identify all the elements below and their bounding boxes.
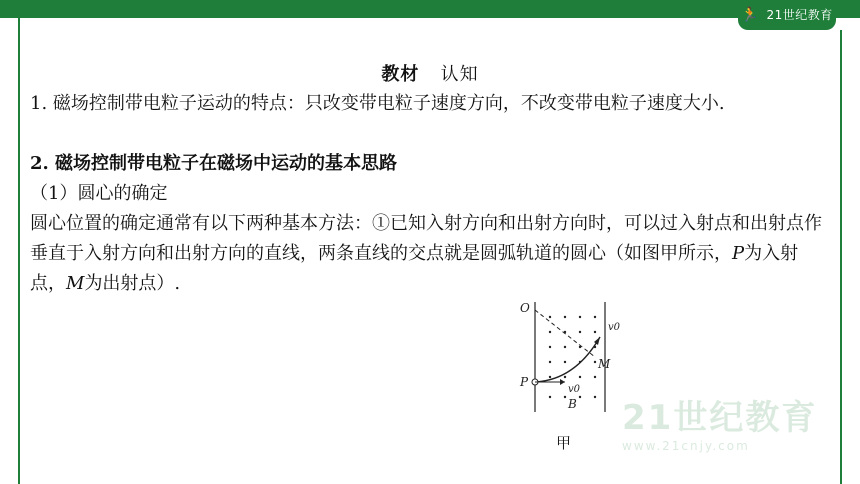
particle-trajectory	[535, 337, 600, 382]
item-2-subheading: （1）圆心的确定	[30, 183, 168, 204]
watermark-small: www.21cnjy.com	[622, 439, 750, 453]
top-bar	[0, 0, 860, 18]
runner-logo-icon: 🏃	[741, 7, 760, 23]
brand-logo-text: 21世纪教育	[766, 8, 833, 22]
right-border-line	[840, 30, 842, 484]
item-2: 2. 磁场控制带电粒子在磁场中运动的基本思路	[30, 153, 398, 174]
magnetic-field-diagram	[510, 302, 620, 422]
velocity-arrowhead	[560, 379, 565, 385]
point-m-label: M	[66, 273, 85, 294]
section-title	[0, 60, 860, 86]
watermark-main: 21世纪教育	[622, 398, 818, 438]
item-1: 1. 磁场控制带电粒子运动的特点：只改变带电粒子速度方向，不改变带电粒子速度大小.	[30, 93, 725, 114]
method-end-text: 为出射点）.	[84, 273, 181, 294]
section-title-main: 教材	[381, 64, 420, 85]
trajectory-arrowhead	[594, 337, 600, 345]
watermark	[622, 390, 822, 453]
method-text: 圆心位置的确定通常有以下两种基本方法：①已知入射方向和出射方向时，可以过入射点和出射点作垂直于入射方向和出射方向的直线，两条直线的交点就是圆弧轨道的圆心（如图甲所示，	[30, 213, 822, 264]
label-v0-top: v0	[608, 322, 620, 333]
method-mid-text: 为入射点，	[30, 243, 799, 294]
point-p-label: P	[732, 243, 745, 264]
brand-logo	[738, 0, 836, 30]
label-p: P	[520, 375, 529, 389]
label-b: B	[568, 397, 577, 411]
label-v0-bottom: v0	[568, 384, 581, 395]
figure-caption: 甲	[556, 434, 572, 452]
label-m: M	[598, 357, 611, 371]
label-o: O	[520, 302, 530, 315]
section-title-sub: 认知	[440, 64, 479, 85]
method-paragraph	[30, 209, 830, 299]
left-border-line	[18, 18, 20, 484]
